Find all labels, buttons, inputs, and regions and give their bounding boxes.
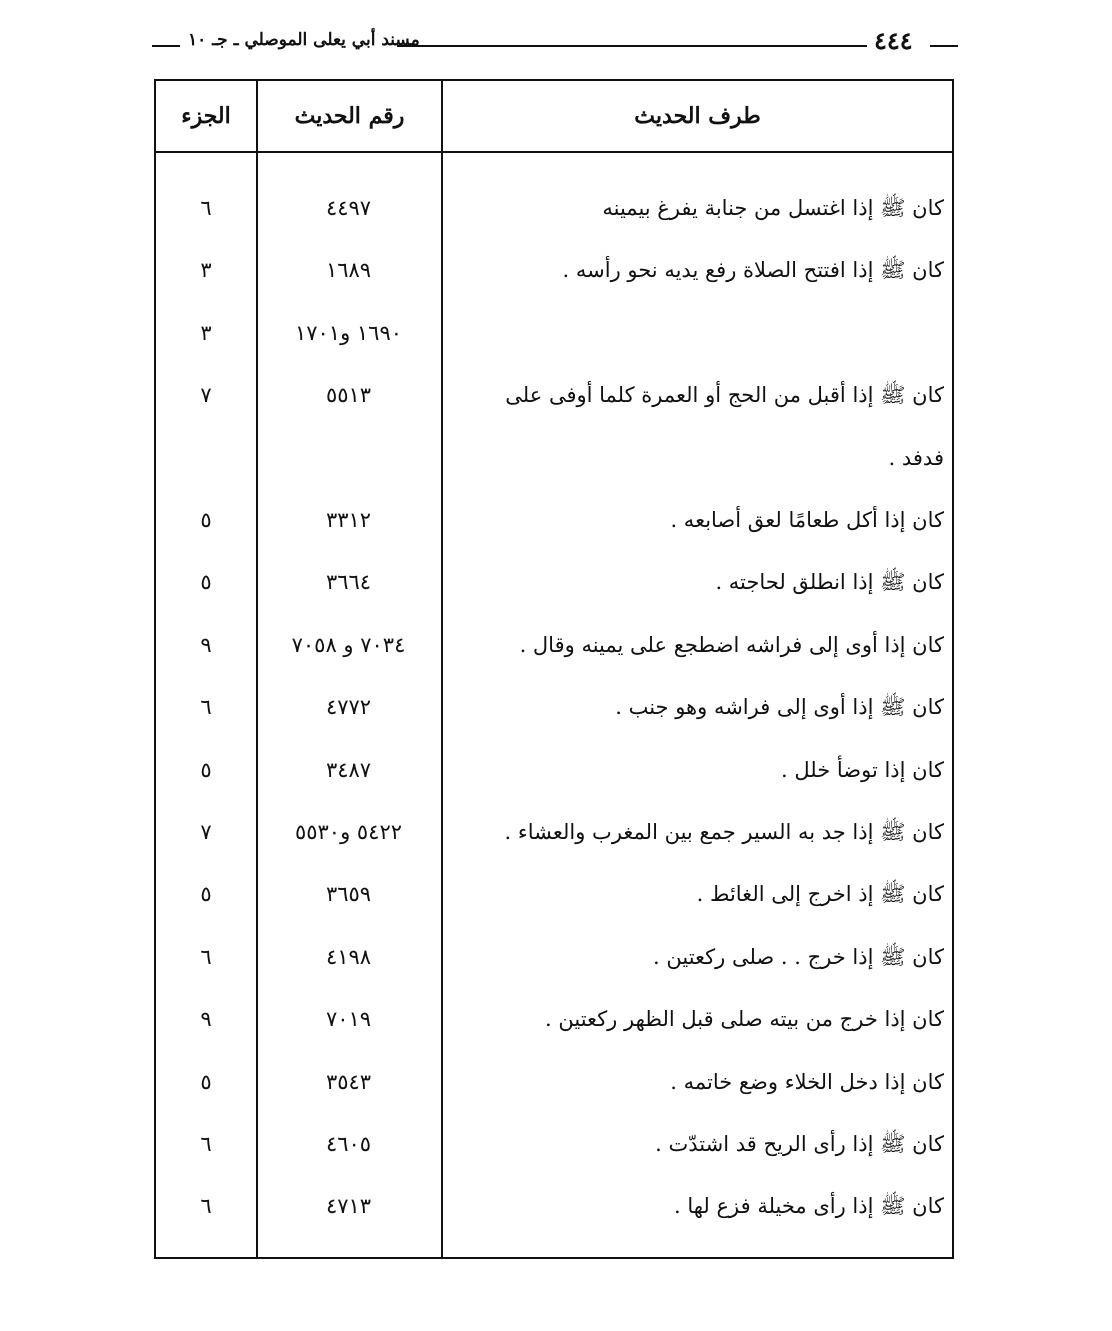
hadith-text: كان إذا أوى إلى فراشه اضطجع على يمينه وقال . [519,632,944,657]
hadith-number: ٧٠١٩ [325,1007,372,1032]
hadith-number: ١٦٨٩ [325,258,372,283]
header-divider [156,151,952,153]
table-row [156,1175,952,1237]
column-header-number: رقم الحديث [294,103,405,129]
juz-number: ٦ [200,944,212,969]
juz-number: ٩ [200,1007,212,1032]
hadith-text [454,302,944,364]
hadith-text: كان ﷺ إذا افتتح الصلاة رفع يديه نحو رأسه . [562,258,944,283]
hadith-text: كان ﷺ إذا أوى إلى فراشه وهو جنب . [615,695,944,720]
table-row [156,801,952,863]
hadith-text: فدفد . [888,445,944,470]
juz-number: ٩ [200,632,212,657]
header-rule-left [152,45,180,47]
hadith-number [256,427,441,489]
juz-number: ٦ [200,1194,212,1219]
juz-number: ٦ [200,1132,212,1156]
hadith-number: ١٦٩٠ و١٧٠١ [294,320,403,345]
juz-number: ٦ [200,196,212,220]
hadith-text: كان ﷺ إذا انطلق لحاجته . [715,570,944,595]
hadith-number: ٣٦٥٩ [325,882,372,907]
table-row [156,364,952,426]
table-row [156,988,952,1050]
juz-number: ٥ [200,570,212,595]
hadith-number: ٧٠٣٤ و ٧٠٥٨ [291,632,406,657]
hadith-text: كان إذا خرج من بيته صلى قبل الظهر ركعتين . [545,1007,944,1032]
hadith-text: كان إذا توضأ خلل . [781,757,944,782]
juz-number: ٧ [200,383,212,408]
hadith-text: كان إذا دخل الخلاء وضع خاتمه . [670,1069,944,1094]
hadith-number: ٣٥٤٣ [325,1069,372,1094]
table-row [156,427,952,489]
table-row [156,1113,952,1175]
juz-number: ٥ [200,508,212,532]
hadith-text: كان إذا أكل طعامًا لعق أصابعه . [670,508,944,532]
hadith-number: ٤٦٠٥ [325,1132,372,1156]
table-row [156,1051,952,1113]
hadith-number: ٣٦٦٤ [325,570,372,595]
table-row [156,926,952,988]
page-number: ٤٤٤ [874,26,913,55]
table-row [156,739,952,801]
table-row [156,302,952,364]
column-header-hadith: طرف الحديث [634,103,761,129]
table-row [156,489,952,551]
juz-number: ٧ [200,820,212,844]
hadith-text: كان ﷺ إذا خرج . . صلى ركعتين . [653,944,944,969]
hadith-number: ٥٤٢٢ و٥٥٣٠ [294,820,403,844]
hadith-number: ٤١٩٨ [325,944,372,969]
juz-number: ٥ [200,1069,212,1094]
hadith-number: ٣٤٨٧ [325,757,372,782]
page-header [152,26,958,60]
hadith-number: ٤٧١٣ [325,1194,372,1219]
table-row [156,551,952,613]
juz-number: ٣ [200,258,212,283]
hadith-number: ٤٧٧٢ [325,695,372,720]
hadith-text: كان ﷺ إذ اخرج إلى الغائط . [696,882,944,907]
juz-number [156,427,256,489]
juz-number: ٣ [200,320,212,345]
header-rule-right [930,45,958,47]
hadith-text: كان ﷺ إذا رأى الريح قد اشتدّت . [655,1132,944,1156]
juz-number: ٥ [200,757,212,782]
table-row [156,614,952,676]
hadith-text: كان ﷺ إذا أقبل من الحج أو العمرة كلما أوفى على [505,383,944,408]
table-row [156,177,952,239]
column-header-juz: الجزء [181,103,231,129]
hadith-index-table [154,79,954,1259]
hadith-number: ٣٣١٢ [325,508,372,532]
header-rule-middle [397,45,867,47]
book-title: مسند أبي يعلى الموصلي ـ جـ ١٠ [188,30,420,50]
juz-number: ٦ [200,695,212,720]
table-row [156,863,952,925]
hadith-number: ٥٥١٣ [325,383,372,408]
hadith-text: كان ﷺ إذا رأى مخيلة فزع لها . [673,1194,944,1219]
table-row [156,239,952,301]
hadith-number: ٤٤٩٧ [325,196,372,220]
hadith-text: كان ﷺ إذا اغتسل من جنابة يفرغ بيمينه [602,196,944,220]
hadith-text: كان ﷺ إذا جد به السير جمع بين المغرب والعشاء . [504,820,944,844]
table-row [156,676,952,738]
juz-number: ٥ [200,882,212,907]
